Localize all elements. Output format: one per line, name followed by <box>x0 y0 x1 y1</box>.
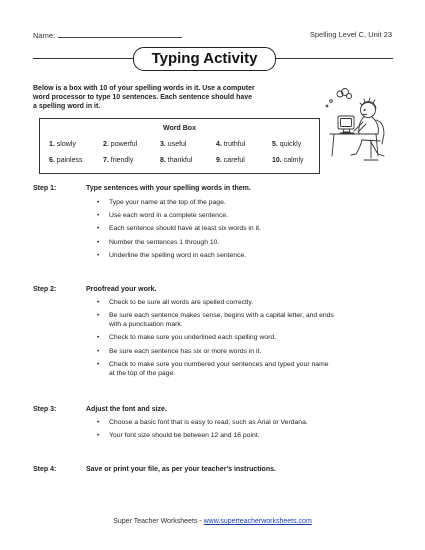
step-2-bullets <box>97 298 397 382</box>
step-1-heading: Type sentences with your spelling words in them. <box>86 185 251 192</box>
word-text: thankful <box>167 157 193 164</box>
step-2-label: Step 2: <box>33 286 57 293</box>
bullet-text: Be sure each sentence makes sense, begins with a capital letter, and ends <box>109 312 334 320</box>
bullet-text-continued: with a punctuation mark. <box>109 321 183 329</box>
step-2-heading: Proofread your work. <box>86 286 157 293</box>
list-item <box>97 251 397 260</box>
word-item <box>272 157 304 164</box>
bullet-dot: • <box>97 299 100 306</box>
intro-text <box>33 84 313 111</box>
word-item <box>216 157 245 164</box>
word-box <box>39 118 320 174</box>
word-text: truthful <box>223 141 246 148</box>
bullet-text: Check to make sure you numbered your sentences and typed your name <box>109 360 329 368</box>
list-item <box>97 224 397 233</box>
step-3-bullets <box>97 418 397 444</box>
bullet-dot: • <box>97 225 100 233</box>
list-item <box>97 347 397 356</box>
level-label: Spelling Level C, Unit 23 <box>309 30 392 39</box>
page-title: Typing Activity <box>133 47 276 71</box>
step-4-label: Step 4: <box>33 466 57 473</box>
list-item <box>97 360 397 378</box>
list-item <box>97 311 397 329</box>
word-item <box>49 141 76 148</box>
list-item <box>97 333 397 342</box>
bullet-dot: • <box>97 238 100 246</box>
word-number: 8. <box>160 157 166 164</box>
step-1-label: Step 1: <box>33 185 57 192</box>
word-number: 3. <box>160 141 166 148</box>
word-number: 10. <box>272 157 282 164</box>
list-item <box>97 298 397 307</box>
name-field <box>33 30 182 40</box>
bullet-text: Your font size should be between 12 and 16 point. <box>109 432 260 440</box>
list-item <box>97 211 397 220</box>
bullet-dot: • <box>97 251 100 259</box>
name-label: Name: <box>33 31 56 40</box>
footer-link[interactable]: www.superteacherworksheets.com <box>203 518 312 525</box>
bullet-text: Choose a basic font that is easy to read, such as Arial or Verdana. <box>109 419 308 426</box>
bullet-text-continued: at the top of the page. <box>109 369 176 377</box>
footer-text: Super Teacher Worksheets - <box>113 518 204 525</box>
title-rule-right <box>276 58 393 59</box>
bullet-dot: • <box>97 432 100 440</box>
step-1-bullets <box>97 198 397 264</box>
bullet-text: Be sure each sentence has six or more words in it. <box>109 347 262 355</box>
step-3-heading: Adjust the font and size. <box>86 406 167 413</box>
bullet-text: Check to make sure you underlined each spelling word. <box>109 334 276 342</box>
word-number: 5. <box>272 141 278 148</box>
word-item <box>216 141 245 148</box>
word-item <box>160 157 192 164</box>
step-3-label: Step 3: <box>33 406 57 413</box>
list-item <box>97 238 397 247</box>
bullet-dot: • <box>97 199 100 206</box>
word-box-title: Word Box <box>163 125 196 132</box>
intro-line: a spelling word in it. <box>33 103 101 110</box>
title-rule-left <box>33 58 133 59</box>
word-text: careful <box>223 157 245 164</box>
word-item <box>103 141 137 148</box>
word-text: useful <box>167 141 187 148</box>
bullet-dot: • <box>97 419 100 426</box>
bullet-text: Type your name at the top of the page. <box>109 199 226 206</box>
step-4-heading: Save or print your file, as per your teacher's instructions. <box>86 466 276 473</box>
word-number: 4. <box>216 141 222 148</box>
word-text: friendly <box>110 157 134 164</box>
word-text: powerful <box>110 141 138 148</box>
bullet-dot: • <box>97 334 100 342</box>
list-item <box>97 431 397 440</box>
bullet-text: Use each word in a complete sentence. <box>109 212 229 220</box>
boy-computer-clipart <box>318 86 398 166</box>
word-item <box>49 157 82 164</box>
footer <box>0 518 425 525</box>
word-text: quickly <box>279 141 302 148</box>
word-number: 6. <box>49 157 55 164</box>
list-item <box>97 198 397 207</box>
word-text: calmly <box>283 157 304 164</box>
bullet-dot: • <box>97 347 100 355</box>
word-number: 9. <box>216 157 222 164</box>
intro-line: word processor to type 10 sentences. Each sentence should have <box>33 94 253 101</box>
bullet-text: Number the sentences 1 through 10. <box>109 238 220 246</box>
bullet-text: Underline the spelling word in each sentence. <box>109 251 247 259</box>
intro-line: Below is a box with 10 of your spelling words in it. Use a computer <box>33 85 255 92</box>
bullet-text: Check to be sure all words are spelled correctly. <box>109 299 254 306</box>
word-number: 7. <box>103 157 109 164</box>
word-text: slowly <box>56 141 76 148</box>
list-item <box>97 418 397 427</box>
word-item <box>272 141 301 148</box>
bullet-text: Each sentence should have at least six words in it. <box>109 225 261 233</box>
word-number: 1. <box>49 141 55 148</box>
word-item <box>160 141 186 148</box>
word-item <box>103 157 133 164</box>
bullet-dot: • <box>97 360 100 368</box>
word-text: painless <box>56 157 83 164</box>
bullet-dot: • <box>97 312 100 320</box>
word-number: 2. <box>103 141 109 148</box>
name-line <box>58 30 182 38</box>
bullet-dot: • <box>97 212 100 220</box>
